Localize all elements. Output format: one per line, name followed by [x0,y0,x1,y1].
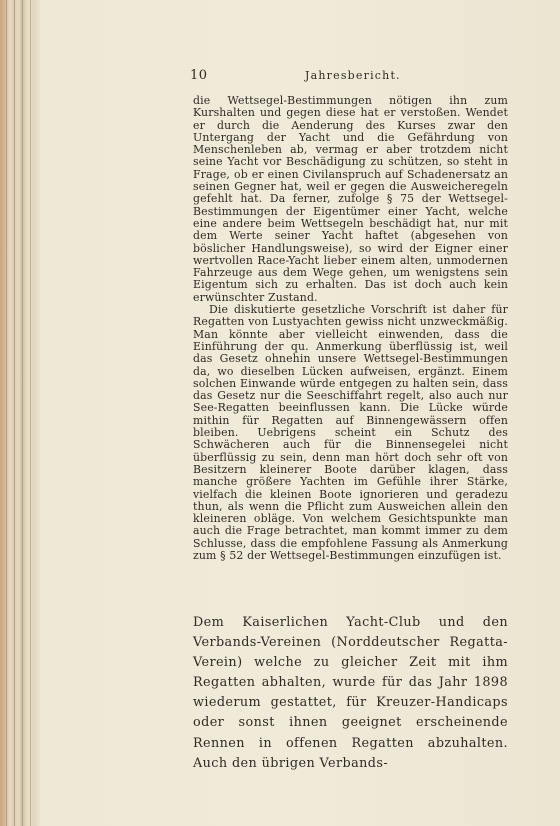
binding-line [22,0,23,826]
paragraph: Dem Kaiserlichen Yacht-Club und den Verbands-Vereinen (Norddeutscher Regatta-Verein) welche zu gleicher Zeit mit ihm Regatten abhalten, wurde für das Jahr 1898 wiederum gestattet, für Kreuzer-Handicaps oder sonst ihnen geeignet erscheinende Rennen in offenen Regatten abzuhalten. Auch den übrigen Verbands- [193,615,508,771]
page-number: 10 [190,68,208,83]
paragraph: Die diskutierte gesetzliche Vorschrift ist daher für Regatten von Lustyachten gewiss nicht unzweckmäßig. Man könnte aber vielleicht einwenden, dass die Einführung der qu. Anmerkung überflüssig ist, weil das Gesetz ohnehin unsere Wettsegel-Bestimmungen da, wo dieselben Lücken aufweisen, ergänzt. Einem solchen Einwande würde entgegen zu halten sein, dass das Gesetz nur die Seeschiffahrt regelt, also auch nur See-Regatten beeinflussen kann. Die Lücke würde mithin für Regatten auf Binnengewässern offen bleiben. Uebrigens scheint ein Schutz des Schwächeren auch für die Binnensegelei nicht überflüssig zu sein, denn man hört doch sehr oft von Besitzern kleinerer Boote darüber klagen, dass manche größere Yachten im Gefühle ihrer Stärke, vielfach die kleinen Boote ignorieren und geradezu thun, als wenn die Pflicht zum Ausweichen allein den kleineren obläge. Von welchem Gesichtspunkte man auch die Frage betrachtet, man kommt immer zu dem Schlusse, dass die empfohlene Fassung als Anmerkung zum § 52 der Wettsegel-Bestimmungen einzufügen ist. [193,303,508,562]
body-text-small [193,95,508,562]
book-binding-edge [0,0,40,826]
binding-line [30,0,31,826]
paragraph: die Wettsegel-Bestimmungen nötigen ihn zum Kurshalten und gegen diese hat er verstoßen. Wendet er durch die Aenderung des Kurses zwar den Untergang der Yacht und die Gefährdung von Menschenleben ab, vermag er aber trotzdem nicht seine Yacht vor Beschädigung zu schützen, so steht in Frage, ob er einen Civilanspruch auf Schadenersatz an seinen Gegner hat, weil er gegen die Ausweicheregeln gefehlt hat. Da ferner, zufolge § 75 der Wettsegel-Bestimmungen der Eigentümer einer Yacht, welche eine andere beim Wettsegeln beschädigt hat, nur mit dem Werte seiner Yacht haftet (abgesehen von böslicher Handlungsweise), so wird der Eigner einer wertvollen Race-Yacht lieber einem alten, unmodernen Fahrzeuge aus dem Wege gehen, um wenigstens sein Eigentum sich zu erhalten. Das ist doch auch kein erwünschter Zustand. [193,94,508,304]
page-header [190,68,510,86]
binding-line [14,0,15,826]
body-text-large [193,613,508,774]
running-title: Jahresbericht. [305,69,401,82]
binding-line [6,0,7,826]
